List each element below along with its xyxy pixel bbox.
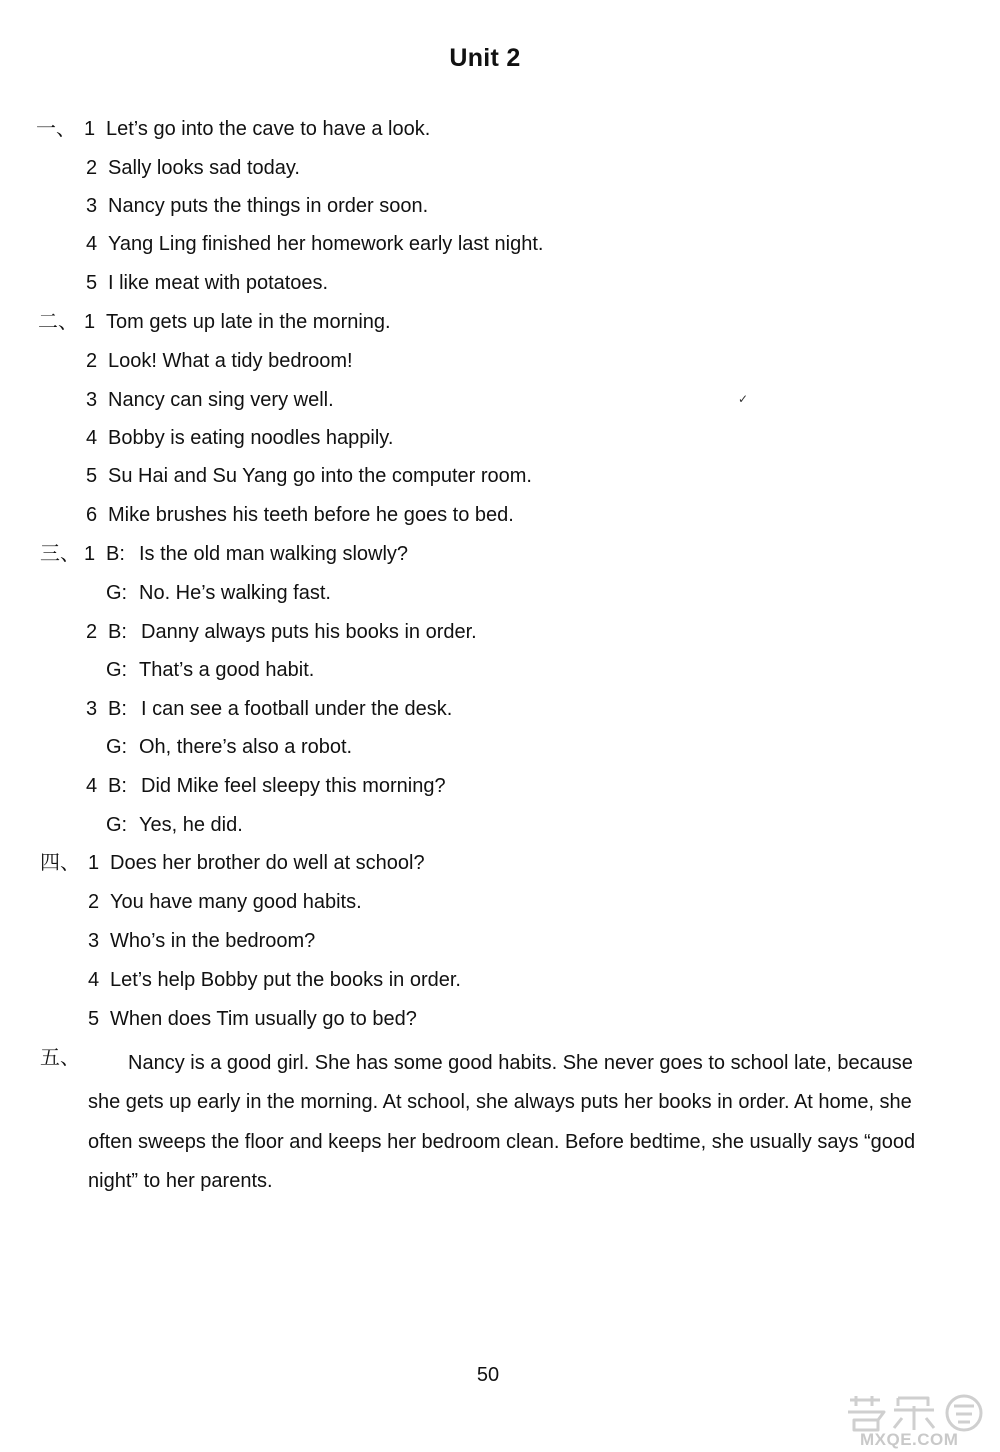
speaker-label: B: [106,543,125,565]
item-number: 2 [86,157,98,179]
list-item [86,388,334,412]
item-text: Let’s help Bobby put the books in order. [110,969,461,991]
speaker-label: B: [108,698,127,720]
item-number: 1 [84,543,96,565]
item-number: 5 [88,1008,100,1030]
speaker-label: G: [106,659,128,681]
section-marker-2: 二、 [38,311,78,333]
dialogue-line-b [86,620,477,644]
dialogue-line-b [86,697,452,721]
page-number: 50 [476,1364,500,1386]
section-marker-4: 四、 [40,852,80,874]
list-item [86,349,353,373]
item-text: When does Tim usually go to bed? [110,1008,417,1030]
list-item [84,310,391,334]
list-item [86,271,328,295]
item-text: Let’s go into the cave to have a look. [106,118,431,140]
item-number: 3 [86,195,98,217]
item-number: 4 [86,775,98,797]
speaker-label: G: [106,736,128,758]
list-item [86,194,428,218]
dialogue-text: Danny always puts his books in order. [141,621,477,643]
item-text: Nancy can sing very well. [108,389,334,411]
dialogue-text: Did Mike feel sleepy this morning? [141,775,446,797]
item-number: 4 [86,233,98,255]
list-item [88,1007,417,1031]
item-number: 3 [86,698,98,720]
item-number: 4 [88,969,100,991]
item-text: Mike brushes his teeth before he goes to bed. [108,504,514,526]
item-text: Who’s in the bedroom? [110,930,316,952]
section-marker-3: 三、 [40,543,80,565]
watermark-logo-icon [842,1392,992,1432]
item-number: 2 [88,891,100,913]
pen-mark: ✓ [738,392,749,406]
list-item [86,503,514,527]
item-number: 6 [86,504,98,526]
page-title: Unit 2 [449,44,521,72]
list-item [88,929,315,953]
list-item [86,464,532,488]
item-number: 5 [86,465,98,487]
item-text: Does her brother do well at school? [110,852,425,874]
dialogue-text: No. He’s walking fast. [139,582,331,604]
item-text: Look! What a tidy bedroom! [108,350,353,372]
item-text: Su Hai and Su Yang go into the computer room. [108,465,532,487]
section-marker-1: 一、 [36,118,76,140]
speaker-label: B: [108,621,127,643]
speaker-label: B: [108,775,127,797]
item-number: 1 [84,311,96,333]
item-text: You have many good habits. [110,891,362,913]
dialogue-text: That’s a good habit. [139,659,315,681]
dialogue-line-g [106,658,314,682]
item-number: 5 [86,272,98,294]
item-number: 1 [88,852,100,874]
list-item [88,968,461,992]
list-item [84,117,430,141]
dialogue-line-g [106,735,352,759]
speaker-label: G: [106,814,128,836]
dialogue-line-b [84,542,408,566]
list-item [88,890,362,914]
item-text: Nancy puts the things in order soon. [108,195,429,217]
item-text: Tom gets up late in the morning. [106,311,391,333]
item-number: 2 [86,621,98,643]
item-text: Yang Ling finished her homework early last night. [108,233,544,255]
item-text: Sally looks sad today. [108,157,300,179]
dialogue-text: Yes, he did. [139,814,243,836]
list-item [86,426,393,450]
dialogue-text: Is the old man walking slowly? [139,543,409,565]
dialogue-line-g [106,813,243,837]
item-number: 4 [86,427,98,449]
list-item [86,156,300,180]
dialogue-line-g [106,581,331,605]
item-number: 2 [86,350,98,372]
item-number: 3 [86,389,98,411]
item-text: Bobby is eating noodles happily. [108,427,394,449]
watermark [842,1392,992,1452]
dialogue-text: Oh, there’s also a robot. [139,736,353,758]
speaker-label: G: [106,582,128,604]
section-marker-5: 五、 [40,1047,80,1069]
list-item [88,851,425,875]
dialogue-text: I can see a football under the desk. [141,698,453,720]
dialogue-line-b [86,774,446,798]
item-number: 3 [88,930,100,952]
list-item [86,232,543,256]
watermark-site: MXQE.COM [860,1430,959,1449]
answer-paragraph: Nancy is a good girl. She has some good habits. She never goes to school late, because she gets up early in the morning. At school, she always puts her books in order. At home, she often sweeps the floor and keeps her bedroom clean. Before bedtime, she usually says “good night” to her parents. [88,1052,916,1192]
item-number: 1 [84,118,96,140]
item-text: I like meat with potatoes. [108,272,329,294]
